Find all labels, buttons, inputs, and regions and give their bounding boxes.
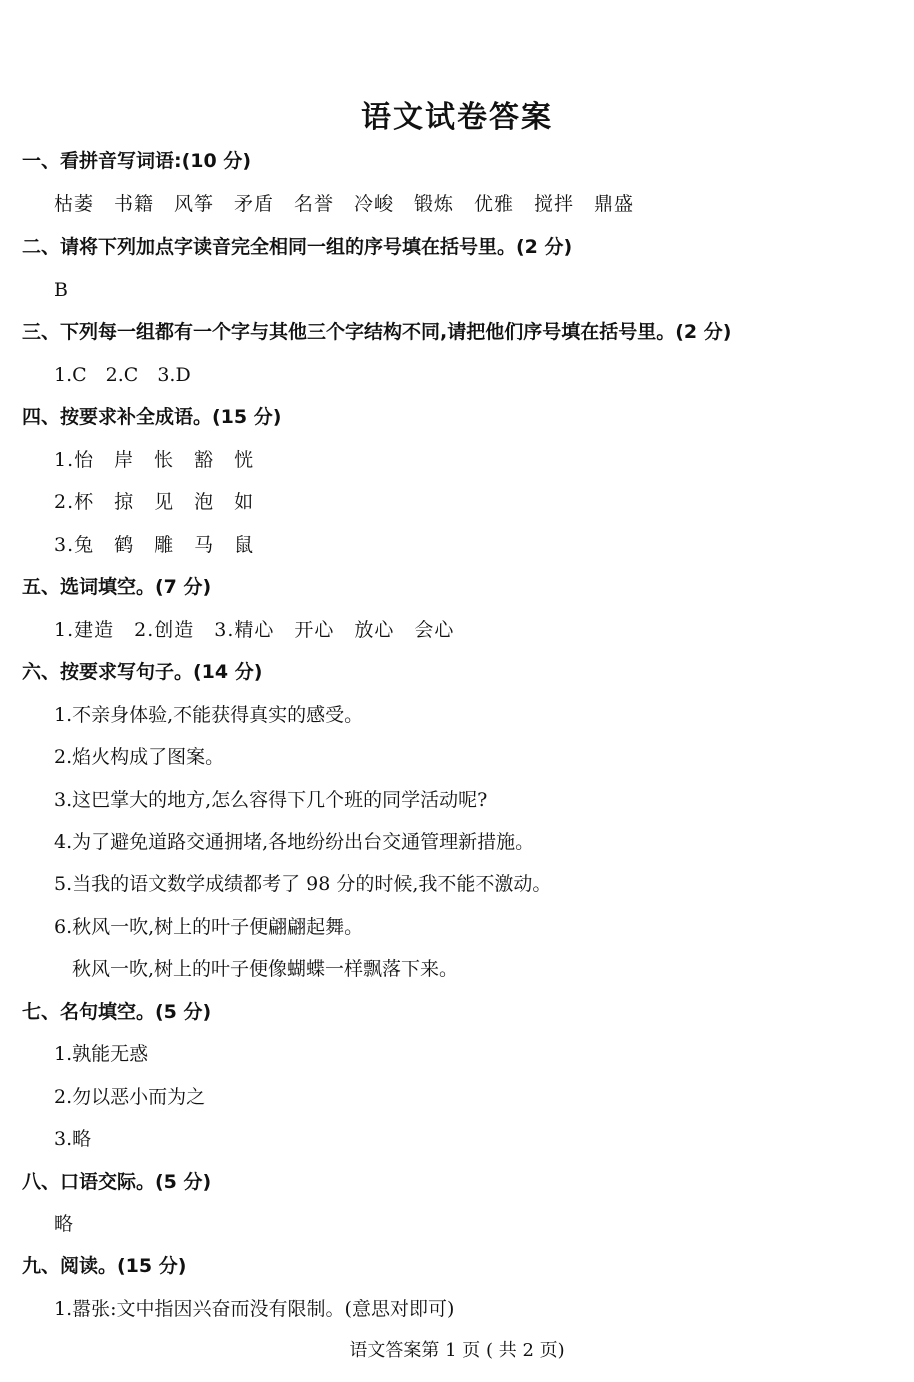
answer-line: 5.当我的语文数学成绩都考了 98 分的时候,我不能不激动。 [54, 873, 552, 895]
section-heading-1: 一、看拼音写词语:(10 分) [22, 150, 252, 172]
answer-line: 1.C 2.C 3.D [54, 364, 191, 386]
answer-line: 2.焰火构成了图案。 [54, 746, 225, 768]
answer-line: 4.为了避免道路交通拥堵,各地纷纷出台交通管理新措施。 [54, 831, 535, 853]
answer-line: 1.孰能无惑 [54, 1043, 149, 1065]
answer-line: 3.兔 鹤 雕 马 鼠 [54, 534, 255, 556]
answer-line: 略 [54, 1213, 74, 1235]
answer-line: 6.秋风一吹,树上的叶子便翩翩起舞。 [54, 916, 364, 938]
answer-line: 2.勿以恶小而为之 [54, 1086, 206, 1108]
section-heading-8: 八、口语交际。(5 分) [22, 1171, 212, 1193]
answer-line: 1.嚣张:文中指因兴奋而没有限制。(意思对即可) [54, 1298, 455, 1320]
section-heading-9: 九、阅读。(15 分) [22, 1255, 187, 1277]
answer-line: 3.略 [54, 1128, 92, 1150]
page-footer: 语文答案第 1 页 ( 共 2 页) [349, 1340, 565, 1361]
page-title: 语文试卷答案 [361, 100, 553, 135]
section-heading-3: 三、下列每一组都有一个字与其他三个字结构不同,请把他们序号填在括号里。(2 分) [22, 321, 732, 343]
answer-line: 2.杯 掠 见 泡 如 [54, 491, 255, 513]
answer-line: 秋风一吹,树上的叶子便像蝴蝶一样飘落下来。 [72, 958, 459, 980]
section-heading-5: 五、选词填空。(7 分) [22, 576, 212, 598]
answer-line: 1.不亲身体验,不能获得真实的感受。 [54, 704, 364, 726]
section-heading-2: 二、请将下列加点字读音完全相同一组的序号填在括号里。(2 分) [22, 236, 573, 258]
answer-line: 枯萎 书籍 风筝 矛盾 名誉 冷峻 锻炼 优雅 搅拌 鼎盛 [54, 193, 635, 215]
answer-line: 3.这巴掌大的地方,怎么容得下几个班的同学活动呢? [54, 789, 488, 811]
section-heading-7: 七、名句填空。(5 分) [22, 1001, 212, 1023]
section-heading-4: 四、按要求补全成语。(15 分) [22, 406, 282, 428]
answer-line: 1.建造 2.创造 3.精心 开心 放心 会心 [54, 619, 455, 641]
section-heading-6: 六、按要求写句子。(14 分) [22, 661, 263, 683]
answer-line: B [54, 279, 68, 301]
answer-line: 1.怡 岸 怅 豁 恍 [54, 449, 255, 471]
